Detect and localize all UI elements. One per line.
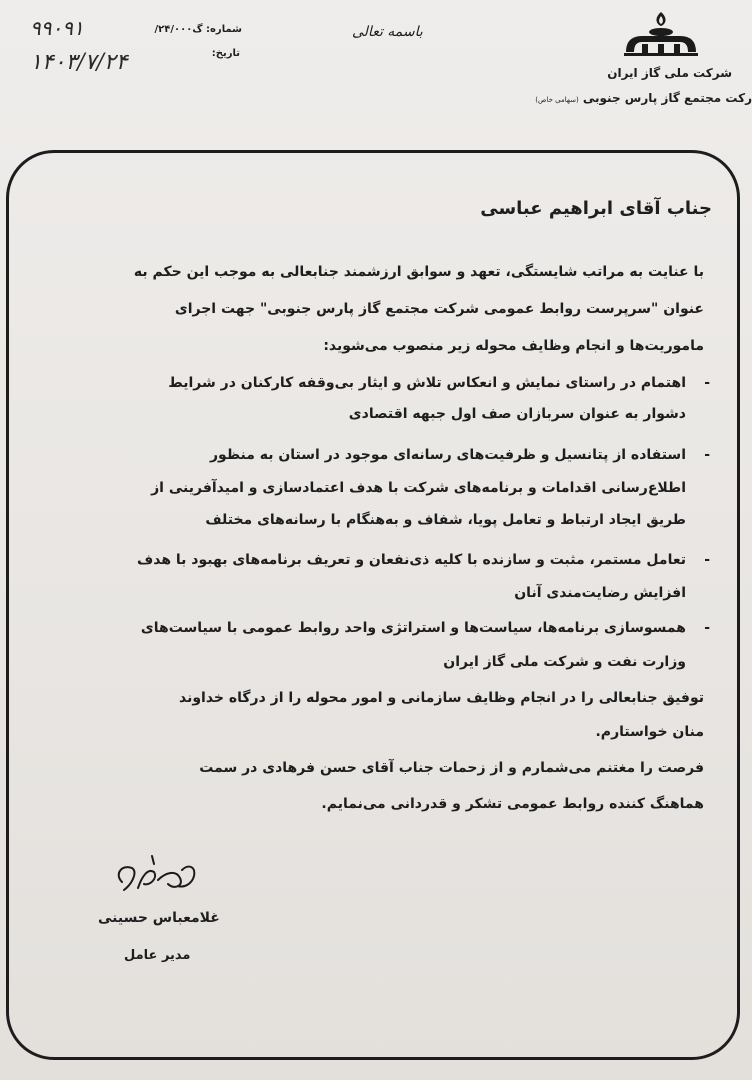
company-logo-icon [620, 10, 702, 58]
signature-scribble-icon [108, 850, 208, 900]
closing-line: منان خواستارم. [595, 724, 704, 740]
duty-line: تعامل مستمر، مثبت و سازنده با کلیه ذی‌نفعان و تعریف برنامه‌های بهبود با هدف [136, 552, 686, 568]
signer-name: غلامعباس حسینی [98, 910, 220, 926]
duty-line: استفاده از پتانسیل و ظرفیت‌های رسانه‌ای موجود در استان به منظور [210, 447, 686, 463]
intro-line: عنوان "سرپرست روابط عمومی شرکت مجتمع گاز پارس جنوبی" جهت اجرای [174, 301, 704, 317]
company-name: شرکت ملی گاز ایران [607, 66, 732, 80]
bullet-dash-icon: - [704, 447, 710, 463]
bullet-dash-icon: - [704, 552, 710, 568]
closing-line: فرصت را مغتنم می‌شمارم و از زحمات جناب آقای حسن فرهادی در سمت [199, 760, 704, 776]
date-value: ۱۴۰۳/۷/۲۴ [30, 50, 128, 75]
signer-title: مدیر عامل [124, 948, 191, 963]
closing-line: توفیق جنابعالی را در انجام وظایف سازمانی و امور محوله را از درگاه خداوند [179, 690, 704, 706]
duty-line: وزارت نفت و شرکت ملی گاز ایران [443, 654, 686, 670]
subsidiary-title: رکت مجتمع گاز پارس جنوبی [582, 91, 752, 105]
intro-line: با عنایت به مراتب شایستگی، تعهد و سوابق ارزشمند جنابعالی به موجب این حکم به [133, 264, 704, 280]
letter-meta [30, 14, 242, 84]
subsidiary-note: (سهامی خاص) [535, 96, 579, 104]
closing-line: هماهنگ کننده روابط عمومی تشکر و قدردانی می‌نمایم. [321, 796, 704, 812]
subsidiary-name [535, 91, 752, 105]
duty-line: افزایش رضایت‌مندی آنان [514, 585, 686, 601]
addressee: جناب آقای ابراهیم عباسی [480, 198, 712, 219]
date-label: تاریخ: [211, 48, 240, 59]
number-label: شماره: گ۲۴/۰۰۰/ [154, 24, 242, 35]
duty-line: اهتمام در راستای نمایش و انعکاس تلاش و ایثار بی‌وقفه کارکنان در شرایط [168, 375, 686, 391]
bullet-dash-icon: - [704, 620, 710, 636]
bullet-dash-icon: - [704, 375, 710, 391]
duty-line: همسوسازی برنامه‌ها، سیاست‌ها و استراتژی واحد روابط عمومی با سیاست‌های [140, 620, 686, 636]
duty-line: اطلاع‌رسانی اقدامات و برنامه‌های شرکت با هدف اعتمادسازی و امیدآفرینی از [151, 480, 686, 496]
duty-line: دشوار به عنوان سربازان صف اول جبهه اقتصادی [348, 406, 686, 422]
duty-line: طریق ایجاد ارتباط و تعامل پویا، شفاف و به‌هنگام با رسانه‌های مختلف [205, 512, 686, 528]
basmala: باسمه تعالی [352, 24, 423, 40]
intro-line: ماموریت‌ها و انجام وظایف محوله زیر منصوب می‌شوید: [323, 338, 704, 354]
number-value: ۹۹۰۹۱ [30, 16, 84, 40]
